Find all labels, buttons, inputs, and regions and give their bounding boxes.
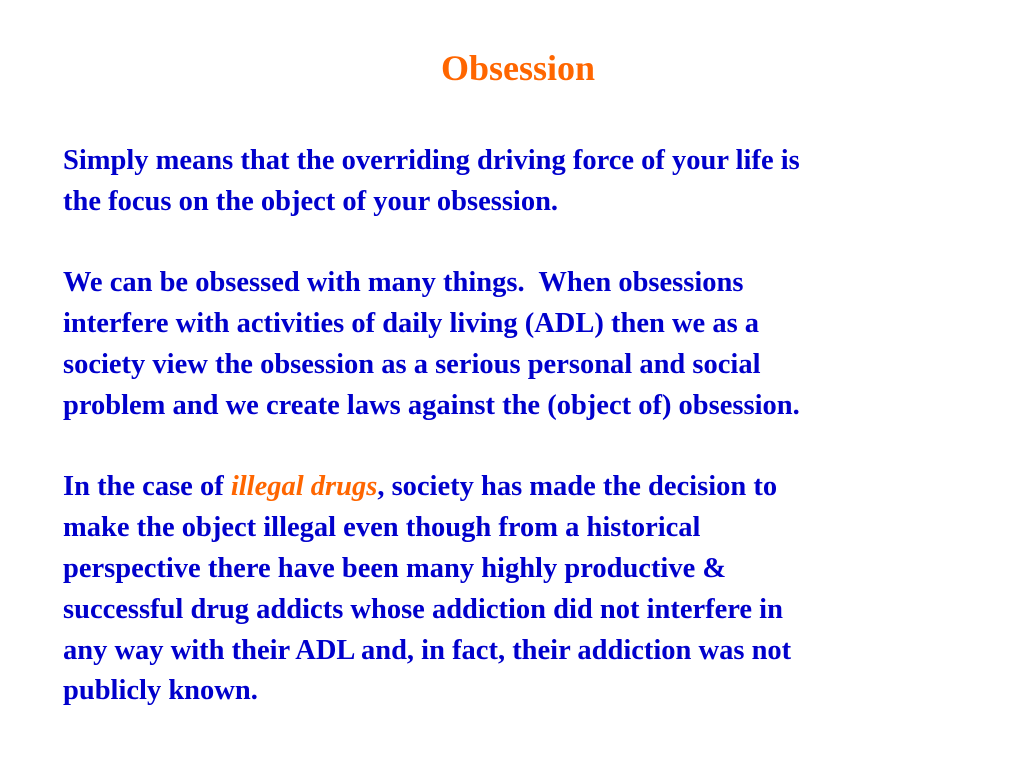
- text-line: interfere with activities of daily living (ADL) then we as a: [63, 308, 760, 340]
- text-line: perspective there have been many highly productive &: [63, 552, 727, 584]
- paragraph-spacer: [63, 223, 983, 264]
- text-line: We can be obsessed with many things. When obsessions: [63, 267, 744, 299]
- text-line: publicly known.: [63, 675, 258, 707]
- text-line: society view the obsession as a serious personal and social: [63, 348, 761, 380]
- text-segment: , society has made the decision to: [377, 471, 778, 503]
- text-line: [63, 467, 983, 508]
- text-line: problem and we create laws against the (object of) obsession.: [63, 389, 800, 421]
- paragraph-obsessions: [63, 263, 983, 426]
- paragraph-spacer: [63, 427, 983, 468]
- text-line: Simply means that the overriding driving force of your life is: [63, 145, 800, 176]
- slide-body: [63, 141, 983, 712]
- emphasis-illegal-drugs: illegal drugs: [230, 471, 378, 503]
- text-line: successful drug addicts whose addiction did not interfere in: [63, 593, 783, 625]
- text-segment: In the case of: [63, 471, 231, 503]
- text-line: any way with their ADL and, in fact, their addiction was not: [63, 634, 792, 666]
- slide-title: Obsession: [440, 48, 596, 88]
- text-line: the focus on the object of your obsession.: [63, 185, 559, 217]
- paragraph-definition: [63, 141, 983, 223]
- paragraph-illegal-drugs: [63, 467, 983, 712]
- text-line: make the object illegal even though from a historical: [63, 512, 701, 544]
